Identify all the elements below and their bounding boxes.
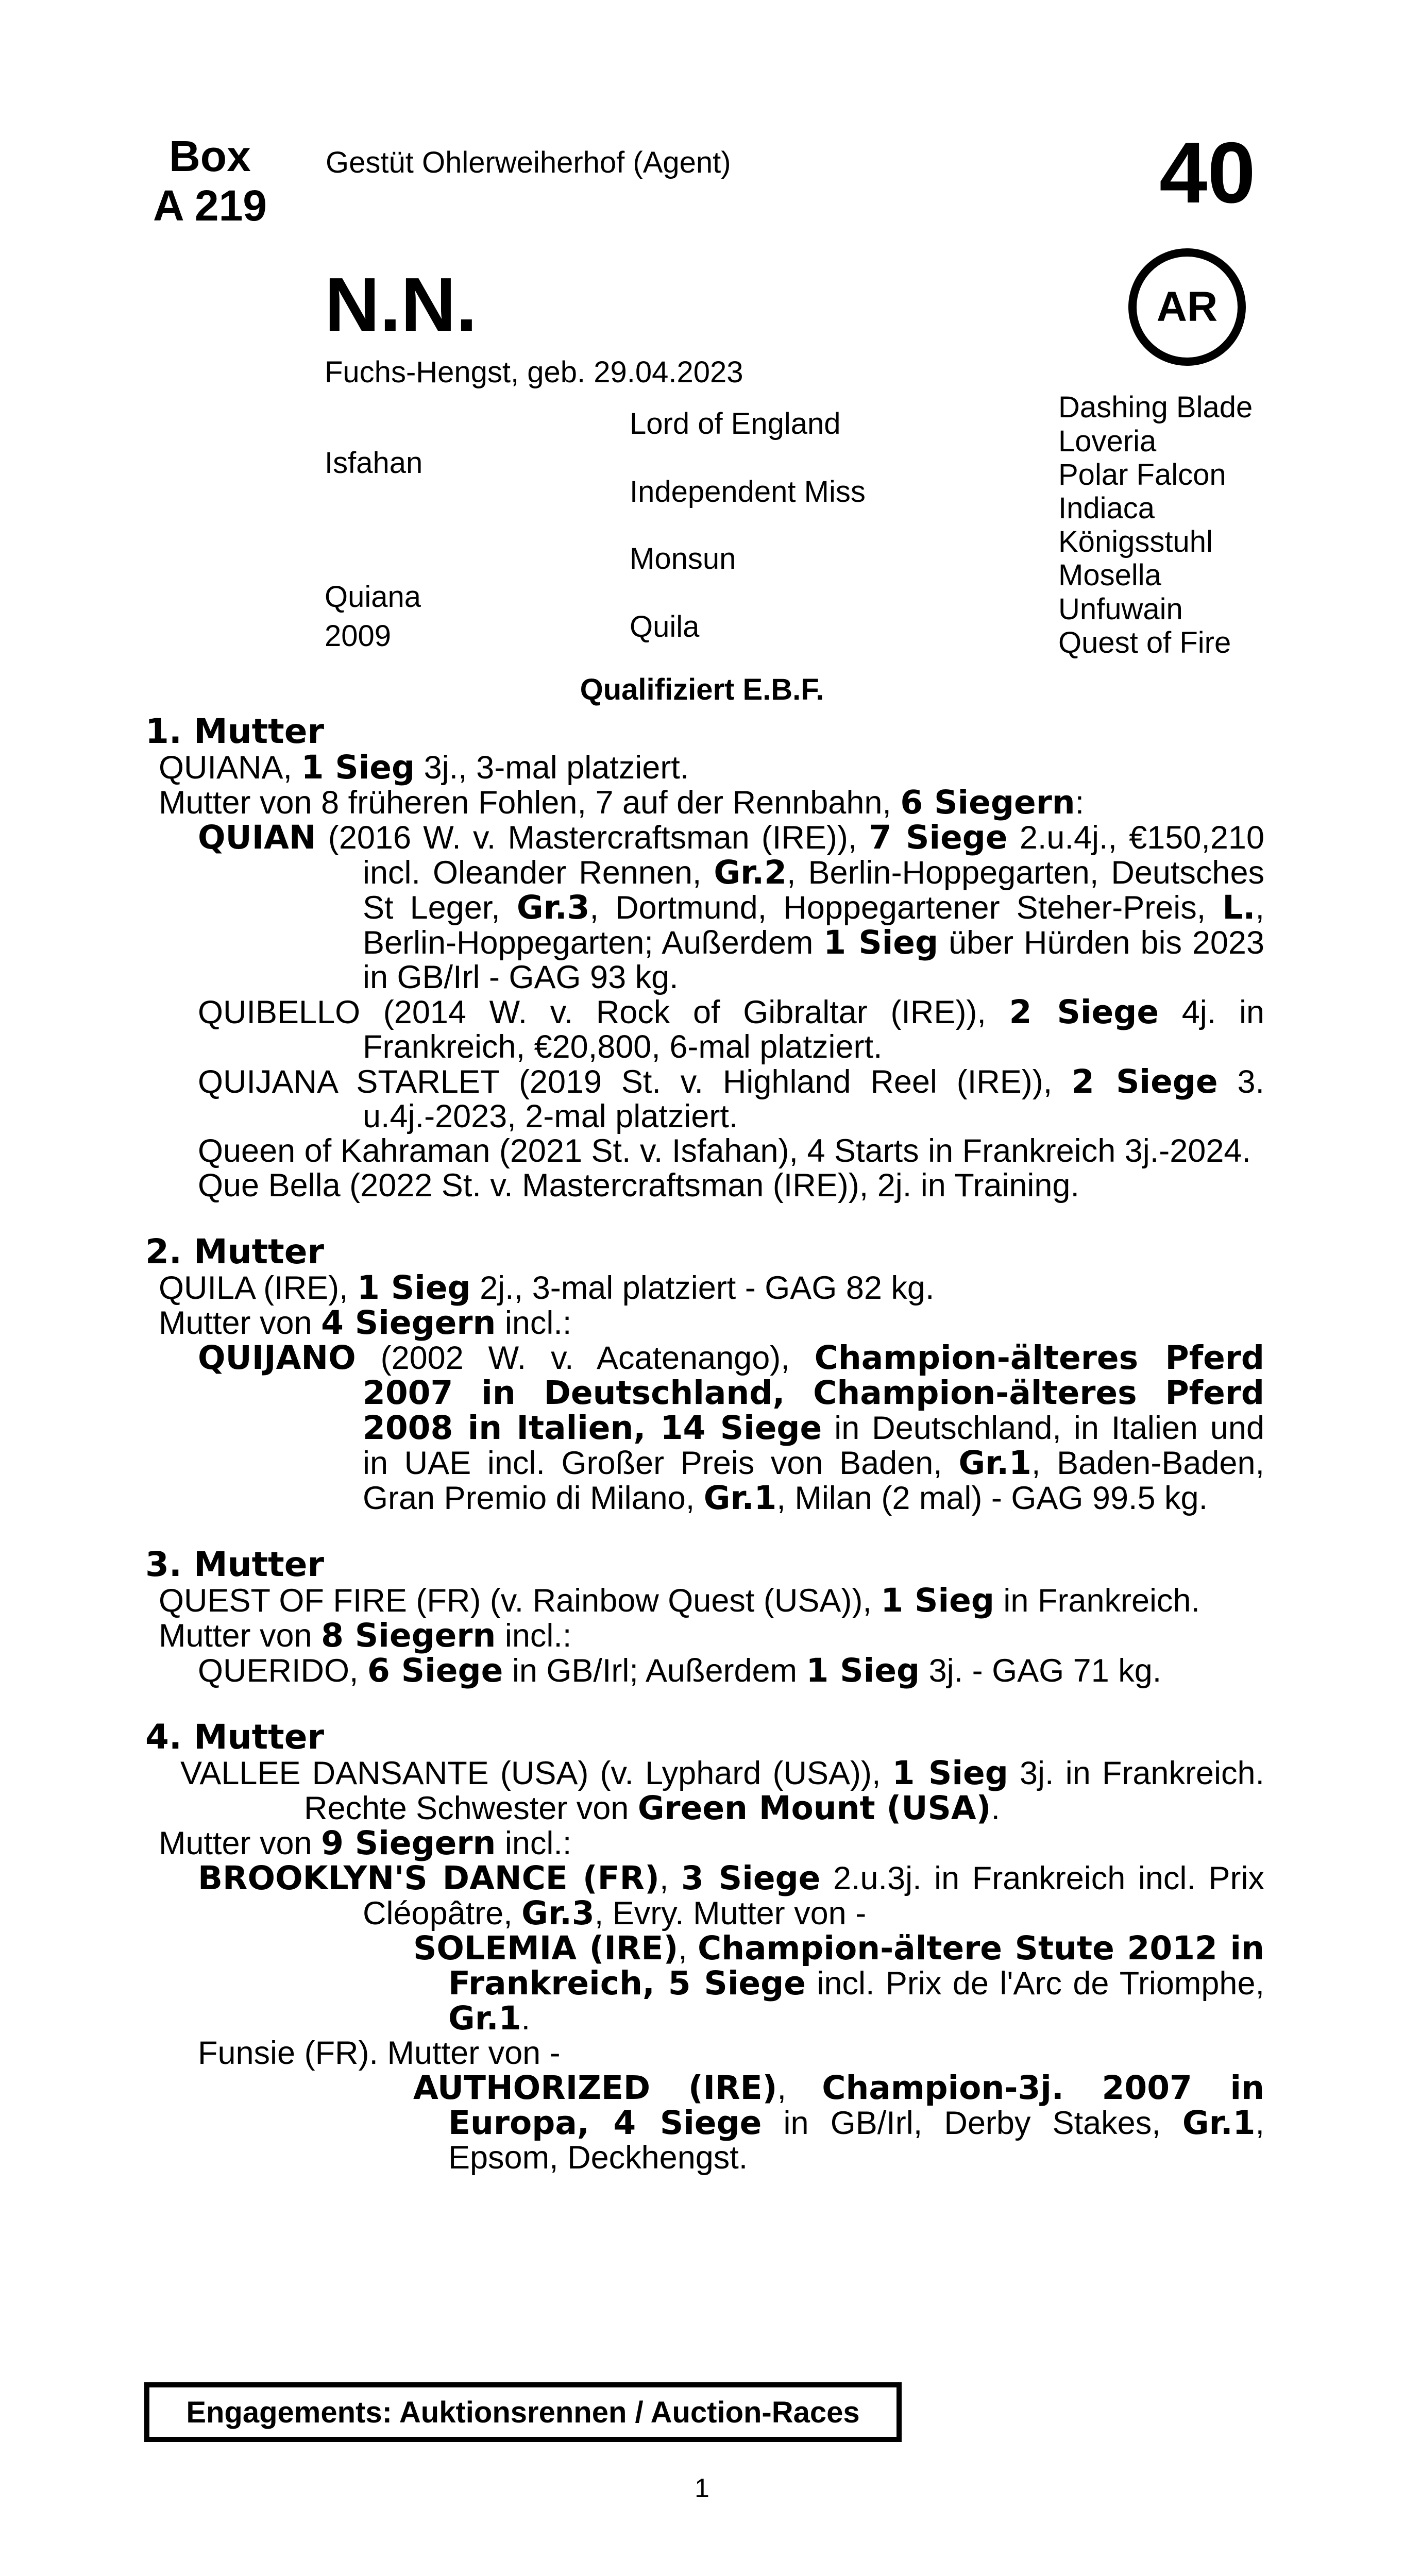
pedigree-ancestor: Mosella [1058,558,1161,592]
produce-entry: Que Bella (2022 St. v. Mastercraftsman (IRE)), 2j. in Training. [198,1167,1079,1204]
pedigree-grandparent: Monsun [630,542,736,575]
pedigree-grandparent: Lord of England [630,407,841,440]
produce-entry: Funsie (FR). Mutter von - [198,2035,561,2071]
pedigree-ancestor: Königsstuhl [1058,525,1213,558]
horse-name: N.N. [325,262,477,347]
horse-details: Fuchs-Hengst, geb. 29.04.2023 [325,355,743,389]
ar-badge-label: AR [1156,283,1218,330]
engagements-box [144,2382,902,2442]
pedigree-ancestor: Unfuwain [1058,592,1183,626]
produce-summary: Mutter von 9 Siegern incl.: [159,1824,572,1862]
pedigree-grandparent: Quila [630,610,700,643]
lot-number: 40 [1159,124,1256,221]
pedigree-grandparent: Independent Miss [630,475,866,509]
dam-line: QUEST OF FIRE (FR) (v. Rainbow Quest (USA)), 1 Sieg in Frankreich. [159,1582,1200,1619]
family-record [145,713,1264,2175]
section-4-title: 4. Mutter [145,1717,325,1757]
produce-entry: AUTHORIZED (IRE), Champion-3j. 2007 in Europa, 4 Siege in GB/Irl, Derby Stakes, Gr.1, Epsom, Deckhengst. [413,2069,1265,2176]
qualification-note: Qualifiziert E.B.F. [580,673,824,706]
pedigree-ancestor: Loveria [1058,425,1157,458]
produce-entry: Queen of Kahraman (2021 St. v. Isfahan), 4 Starts in Frankreich 3j.-2024. [198,1133,1251,1169]
produce-entry: QUIAN (2016 W. v. Mastercraftsman (IRE)), 7 Siege 2.u.4j., €150,210 incl. Oleander Rennen, Gr.2, Berlin-Hoppegarten, Deutsches St Leger, Gr.3, Dortmund, Hoppegartener Steher-Preis, L., Berlin-Hoppegarten; Außerdem 1 Sieg über Hürden bis 2023 in GB/Irl - GAG 93 kg. [198,819,1265,995]
pedigree-dam: Quiana [325,580,421,614]
pedigree-ancestor: Indiaca [1058,492,1155,525]
pedigree-ancestor: Polar Falcon [1058,458,1226,492]
engagements-label: Engagements: Auktionsrennen / Auction-Races [186,2395,860,2429]
produce-entry: QUIJANO (2002 W. v. Acatenango), Champion-älteres Pferd 2007 in Deutschland, Champion-älteres Pferd 2008 in Italien, 14 Siege in Deutschland, in Italien und in UAE incl. Großer Preis von Baden, Gr.1, Baden-Baden, Gran Premio di Milano, Gr.1, Milan (2 mal) - GAG 99.5 kg. [198,1339,1264,1517]
pedigree-ancestor: Dashing Blade [1058,391,1253,424]
produce-summary: Mutter von 8 früheren Fohlen, 7 auf der Rennbahn, 6 Siegern: [159,784,1085,821]
pedigree-dam-year: 2009 [325,619,392,653]
dam-line: QUIANA, 1 Sieg 3j., 3-mal platziert. [159,749,689,786]
agent-name: Gestüt Ohlerweiherhof (Agent) [326,146,731,179]
box-number [149,131,270,230]
pedigree-ancestor: Quest of Fire [1058,626,1231,659]
page-number: 1 [695,2473,709,2503]
section-2-title: 2. Mutter [145,1232,325,1272]
produce-summary: Mutter von 8 Siegern incl.: [159,1617,572,1654]
section-3-title: 3. Mutter [145,1545,325,1584]
pedigree-sire: Isfahan [325,446,423,480]
box-code: A 219 [153,181,267,230]
produce-entry: BROOKLYN'S DANCE (FR), 3 Siege 2.u.3j. in Frankreich incl. Prix Cléopâtre, Gr.3, Evry. Mutter von - [198,1859,1264,1932]
ar-badge [1128,248,1246,366]
dam-line: VALLEE DANSANTE (USA) (v. Lyphard (USA)), 1 Sieg 3j. in Frankreich. Rechte Schwester von Green Mount (USA). [180,1754,1265,1827]
box-label: Box [169,132,251,180]
produce-entry: QUIJANA STARLET (2019 St. v. Highland Reel (IRE)), 2 Siege 3. u.4j.-2023, 2-mal platziert. [198,1063,1264,1134]
produce-entry: QUIBELLO (2014 W. v. Rock of Gibraltar (IRE)), 2 Siege 4j. in Frankreich, €20,800, 6-mal platziert. [198,993,1264,1065]
dam-line: QUILA (IRE), 1 Sieg 2j., 3-mal platziert - GAG 82 kg. [159,1269,935,1307]
produce-entry: QUERIDO, 6 Siege in GB/Irl; Außerdem 1 Sieg 3j. - GAG 71 kg. [198,1652,1162,1689]
produce-summary: Mutter von 4 Siegern incl.: [159,1304,572,1342]
produce-entry: SOLEMIA (IRE), Champion-ältere Stute 2012 in Frankreich, 5 Siege incl. Prix de l'Arc de Triomphe, Gr.1. [413,1929,1265,2037]
section-1-title: 1. Mutter [145,711,325,751]
